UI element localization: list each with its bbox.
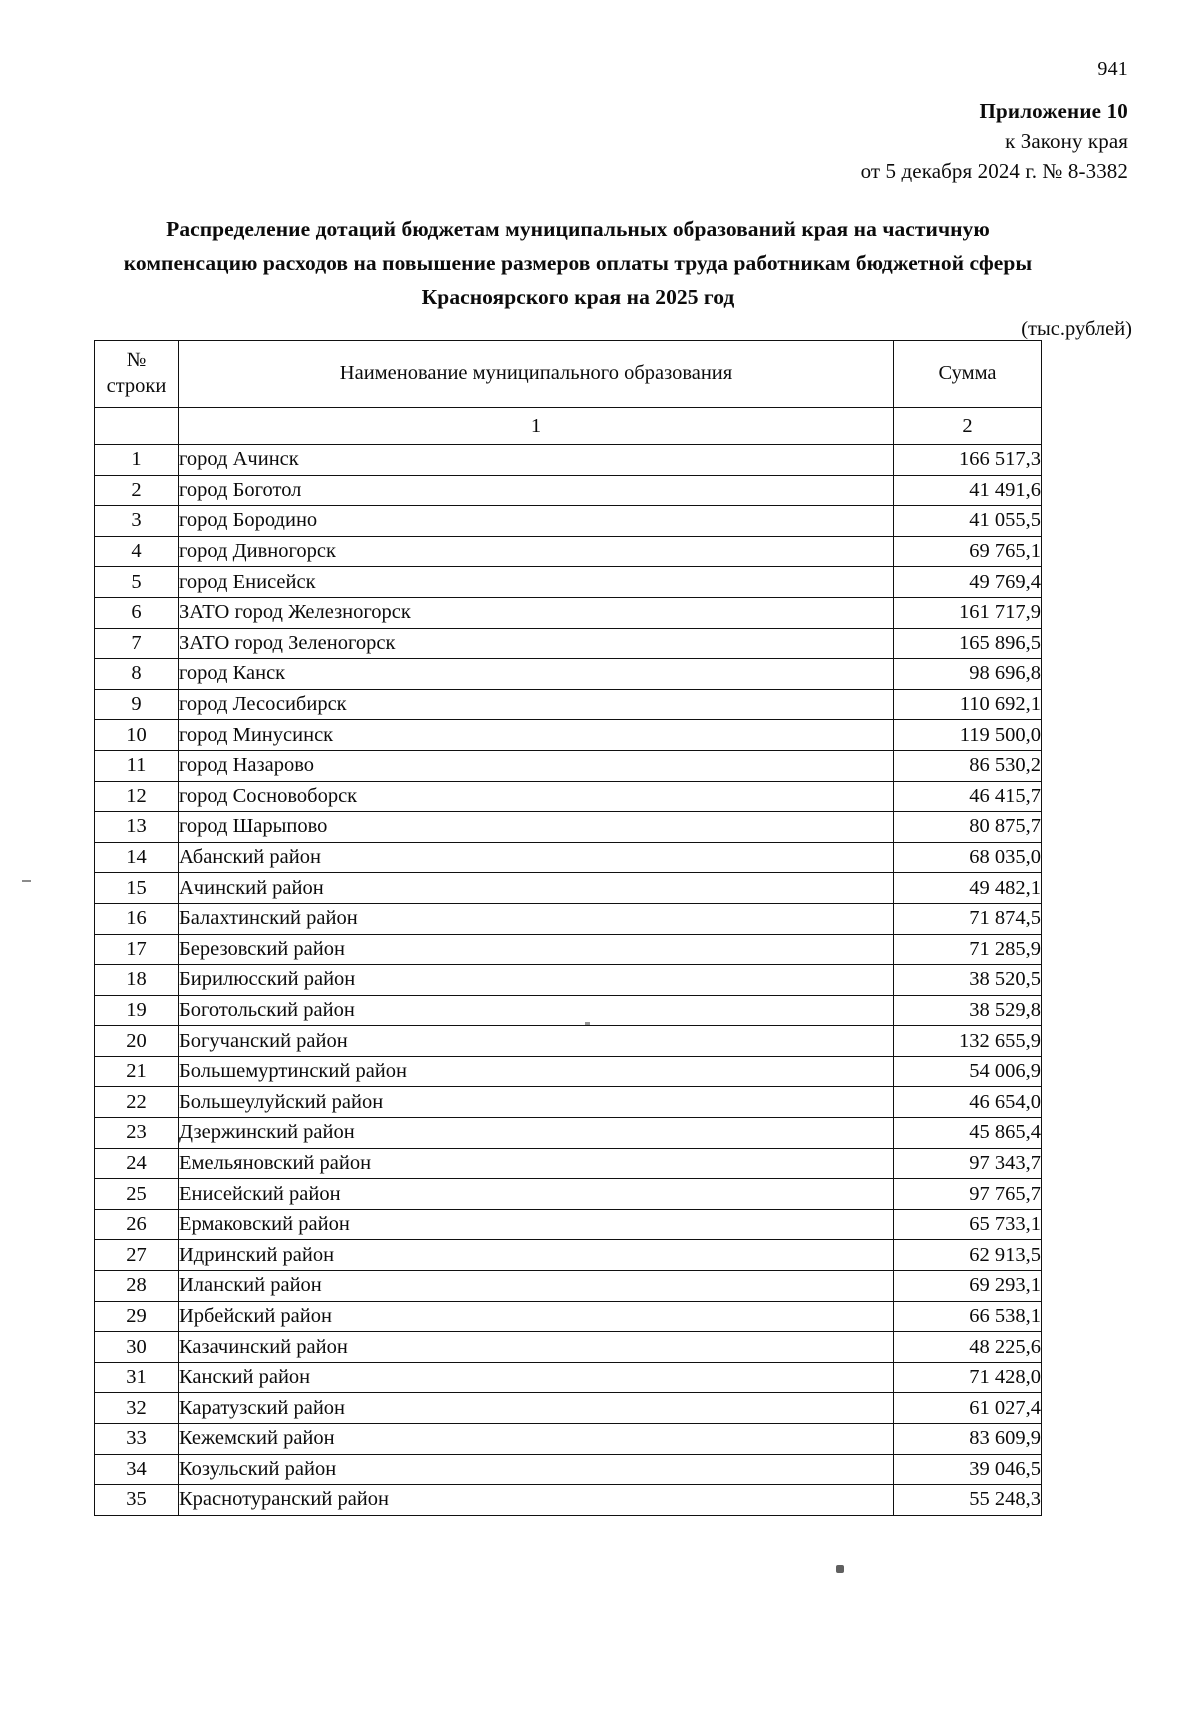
cell-municipality-name: Большемуртинский район — [179, 1056, 894, 1087]
table-body — [95, 445, 1042, 1516]
cell-row-number: 8 — [95, 659, 179, 690]
header-row-number — [95, 341, 179, 408]
cell-municipality-name: город Сосновоборск — [179, 781, 894, 812]
table-row — [95, 1332, 1042, 1363]
cell-sum: 41 055,5 — [894, 506, 1042, 537]
cell-row-number: 4 — [95, 536, 179, 567]
column-index-row-number — [95, 408, 179, 445]
table-row — [95, 1485, 1042, 1516]
table-row — [95, 720, 1042, 751]
cell-municipality-name: Большеулуйский район — [179, 1087, 894, 1118]
cell-sum: 69 293,1 — [894, 1271, 1042, 1302]
cell-sum: 49 769,4 — [894, 567, 1042, 598]
cell-municipality-name: город Енисейск — [179, 567, 894, 598]
cell-row-number: 3 — [95, 506, 179, 537]
cell-municipality-name: город Шарыпово — [179, 812, 894, 843]
cell-sum: 45 865,4 — [894, 1118, 1042, 1149]
cell-sum: 97 765,7 — [894, 1179, 1042, 1210]
cell-sum: 71 874,5 — [894, 903, 1042, 934]
cell-municipality-name: Каратузский район — [179, 1393, 894, 1424]
table-row — [95, 475, 1042, 506]
table-row — [95, 1240, 1042, 1271]
cell-row-number: 20 — [95, 1026, 179, 1057]
cell-row-number: 25 — [95, 1179, 179, 1210]
cell-sum: 65 733,1 — [894, 1209, 1042, 1240]
table-column-index-row — [95, 408, 1042, 445]
cell-municipality-name: Абанский район — [179, 842, 894, 873]
cell-municipality-name: Балахтинский район — [179, 903, 894, 934]
table-row — [95, 689, 1042, 720]
cell-sum: 46 415,7 — [894, 781, 1042, 812]
cell-municipality-name: Дзержинский район — [179, 1118, 894, 1149]
table-row — [95, 781, 1042, 812]
cell-municipality-name: Канский район — [179, 1362, 894, 1393]
cell-row-number: 7 — [95, 628, 179, 659]
cell-row-number: 11 — [95, 750, 179, 781]
table-row — [95, 536, 1042, 567]
header-sum: Сумма — [894, 341, 1042, 408]
table-row — [95, 659, 1042, 690]
table-row — [95, 1148, 1042, 1179]
cell-row-number: 13 — [95, 812, 179, 843]
cell-municipality-name: Идринский район — [179, 1240, 894, 1271]
cell-sum: 98 696,8 — [894, 659, 1042, 690]
cell-municipality-name: Кежемский район — [179, 1424, 894, 1455]
distribution-table — [94, 340, 1042, 1516]
table-row — [95, 1393, 1042, 1424]
cell-municipality-name: Ермаковский район — [179, 1209, 894, 1240]
cell-sum: 68 035,0 — [894, 842, 1042, 873]
cell-sum: 166 517,3 — [894, 445, 1042, 476]
cell-municipality-name: город Минусинск — [179, 720, 894, 751]
cell-row-number: 10 — [95, 720, 179, 751]
table-row — [95, 1087, 1042, 1118]
cell-municipality-name: ЗАТО город Железногорск — [179, 597, 894, 628]
table-row — [95, 995, 1042, 1026]
cell-row-number: 19 — [95, 995, 179, 1026]
cell-row-number: 5 — [95, 567, 179, 598]
cell-municipality-name: город Ачинск — [179, 445, 894, 476]
table-row — [95, 567, 1042, 598]
cell-sum: 62 913,5 — [894, 1240, 1042, 1271]
cell-row-number: 18 — [95, 965, 179, 996]
table-row — [95, 1362, 1042, 1393]
scan-artifact-middle — [585, 1022, 590, 1025]
cell-sum: 119 500,0 — [894, 720, 1042, 751]
cell-sum: 66 538,1 — [894, 1301, 1042, 1332]
appendix-law-date: от 5 декабря 2024 г. № 8-3382 — [860, 158, 1128, 183]
cell-sum: 38 529,8 — [894, 995, 1042, 1026]
cell-row-number: 16 — [95, 903, 179, 934]
table-row — [95, 1118, 1042, 1149]
cell-row-number: 30 — [95, 1332, 179, 1363]
cell-municipality-name: ЗАТО город Зеленогорск — [179, 628, 894, 659]
cell-municipality-name: Богучанский район — [179, 1026, 894, 1057]
cell-sum: 165 896,5 — [894, 628, 1042, 659]
table-header-row — [95, 341, 1042, 408]
column-index-sum: 2 — [894, 408, 1042, 445]
table-row — [95, 842, 1042, 873]
units-note: (тыс.рублей) — [1021, 318, 1132, 340]
cell-row-number: 2 — [95, 475, 179, 506]
cell-row-number: 1 — [95, 445, 179, 476]
table-row — [95, 506, 1042, 537]
document-title: Распределение дотаций бюджетам муниципальных образований края на частичную компенсацию расходов на повышение размеров оплаты труда работникам бюджетной сферы Красноярского края на 2025 год — [123, 217, 1033, 309]
table-row — [95, 1271, 1042, 1302]
cell-sum: 132 655,9 — [894, 1026, 1042, 1057]
cell-row-number: 12 — [95, 781, 179, 812]
cell-municipality-name: Ирбейский район — [179, 1301, 894, 1332]
table-row — [95, 628, 1042, 659]
cell-municipality-name: Иланский район — [179, 1271, 894, 1302]
cell-row-number: 6 — [95, 597, 179, 628]
cell-municipality-name: город Бородино — [179, 506, 894, 537]
header-row-number-line1: № — [126, 349, 147, 372]
cell-row-number: 22 — [95, 1087, 179, 1118]
cell-row-number: 17 — [95, 934, 179, 965]
cell-municipality-name: город Боготол — [179, 475, 894, 506]
cell-row-number: 9 — [95, 689, 179, 720]
cell-municipality-name: Березовский район — [179, 934, 894, 965]
table-row — [95, 812, 1042, 843]
header-row-number-line2: строки — [106, 375, 167, 397]
table-row — [95, 1301, 1042, 1332]
cell-sum: 69 765,1 — [894, 536, 1042, 567]
table-row — [95, 934, 1042, 965]
cell-sum: 55 248,3 — [894, 1485, 1042, 1516]
cell-sum: 54 006,9 — [894, 1056, 1042, 1087]
cell-municipality-name: город Назарово — [179, 750, 894, 781]
cell-sum: 80 875,7 — [894, 812, 1042, 843]
cell-sum: 110 692,1 — [894, 689, 1042, 720]
cell-sum: 83 609,9 — [894, 1424, 1042, 1455]
cell-municipality-name: Козульский район — [179, 1454, 894, 1485]
table-head — [95, 341, 1042, 445]
cell-row-number: 21 — [95, 1056, 179, 1087]
cell-row-number: 28 — [95, 1271, 179, 1302]
cell-municipality-name: Ачинский район — [179, 873, 894, 904]
cell-row-number: 26 — [95, 1209, 179, 1240]
cell-sum: 46 654,0 — [894, 1087, 1042, 1118]
cell-municipality-name: Краснотуранский район — [179, 1485, 894, 1516]
cell-sum: 61 027,4 — [894, 1393, 1042, 1424]
cell-sum: 71 428,0 — [894, 1362, 1042, 1393]
table-row — [95, 903, 1042, 934]
distribution-table-wrapper — [94, 340, 1041, 1516]
cell-row-number: 23 — [95, 1118, 179, 1149]
cell-municipality-name: город Лесосибирск — [179, 689, 894, 720]
scan-artifact-left — [22, 880, 31, 882]
cell-row-number: 32 — [95, 1393, 179, 1424]
cell-sum: 71 285,9 — [894, 934, 1042, 965]
column-index-name: 1 — [179, 408, 894, 445]
table-row — [95, 965, 1042, 996]
cell-row-number: 31 — [95, 1362, 179, 1393]
appendix-title: Приложение 10 — [979, 99, 1128, 123]
cell-row-number: 15 — [95, 873, 179, 904]
header-municipality-name: Наименование муниципального образования — [179, 341, 894, 408]
cell-municipality-name: Емельяновский район — [179, 1148, 894, 1179]
cell-row-number: 27 — [95, 1240, 179, 1271]
table-row — [95, 1454, 1042, 1485]
table-row — [95, 597, 1042, 628]
page-number: 941 — [1097, 58, 1128, 80]
cell-row-number: 14 — [95, 842, 179, 873]
cell-sum: 49 482,1 — [894, 873, 1042, 904]
table-row — [95, 873, 1042, 904]
scan-artifact-bottom — [836, 1565, 844, 1573]
table-row — [95, 1026, 1042, 1057]
cell-sum: 161 717,9 — [894, 597, 1042, 628]
table-row — [95, 1056, 1042, 1087]
table-row — [95, 1209, 1042, 1240]
cell-row-number: 24 — [95, 1148, 179, 1179]
cell-sum: 38 520,5 — [894, 965, 1042, 996]
table-row — [95, 1179, 1042, 1210]
cell-row-number: 34 — [95, 1454, 179, 1485]
appendix-law-reference: к Закону края — [1005, 128, 1128, 153]
table-row — [95, 1424, 1042, 1455]
cell-sum: 39 046,5 — [894, 1454, 1042, 1485]
table-row — [95, 445, 1042, 476]
cell-sum: 97 343,7 — [894, 1148, 1042, 1179]
cell-municipality-name: Енисейский район — [179, 1179, 894, 1210]
cell-municipality-name: Бирилюсский район — [179, 965, 894, 996]
cell-municipality-name: город Дивногорск — [179, 536, 894, 567]
cell-sum: 86 530,2 — [894, 750, 1042, 781]
cell-row-number: 35 — [95, 1485, 179, 1516]
cell-sum: 41 491,6 — [894, 475, 1042, 506]
cell-sum: 48 225,6 — [894, 1332, 1042, 1363]
table-row — [95, 750, 1042, 781]
cell-municipality-name: город Канск — [179, 659, 894, 690]
appendix-header-block — [861, 97, 1128, 186]
cell-row-number: 29 — [95, 1301, 179, 1332]
cell-row-number: 33 — [95, 1424, 179, 1455]
cell-municipality-name: Боготольский район — [179, 995, 894, 1026]
cell-municipality-name: Казачинский район — [179, 1332, 894, 1363]
